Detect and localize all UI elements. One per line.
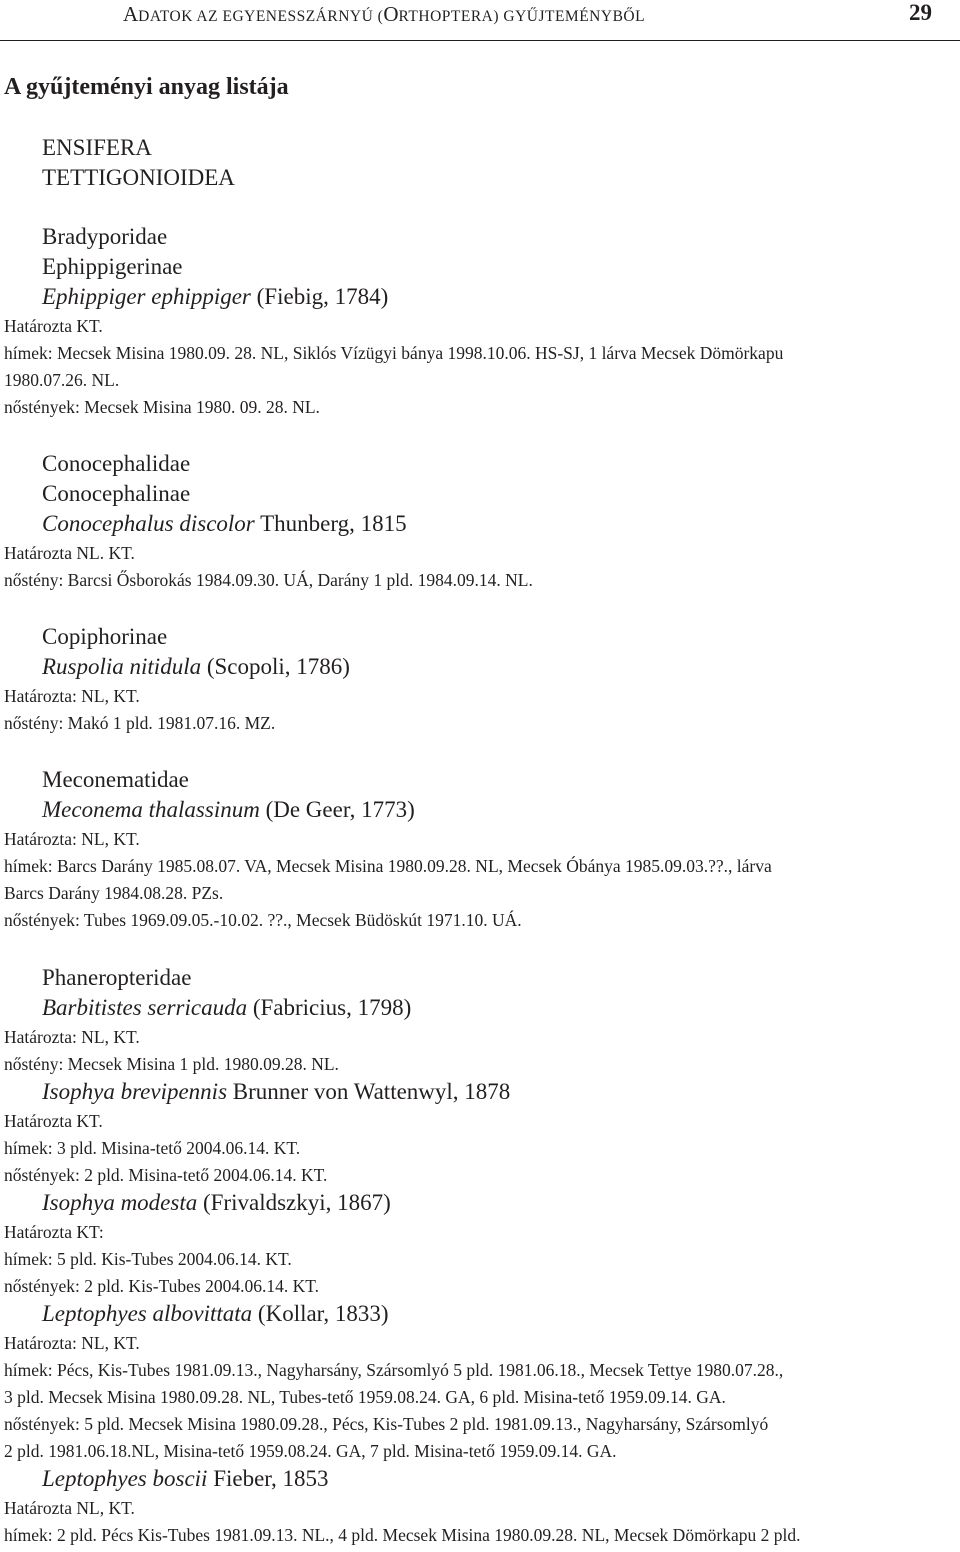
- record-line: nőstények: 5 pld. Mecsek Misina 1980.09.28., Pécs, Kis-Tubes 2 pld. 1981.09.13., Nagyharsány, Szársomlyó: [4, 1414, 769, 1434]
- species-heading: Meconema thalassinum (De Geer, 1773): [42, 797, 415, 822]
- record-line: nőstény: Mecsek Misina 1 pld. 1980.09.28. NL.: [4, 1054, 339, 1074]
- family-heading: Conocephalidae: [42, 451, 191, 476]
- record-line: nőstények: 2 pld. Kis-Tubes 2004.06.14. KT.: [4, 1276, 319, 1296]
- species-heading: Isophya modesta (Frivaldszkyi, 1867): [42, 1190, 391, 1215]
- page-number: 29: [909, 0, 932, 25]
- record-line: nőstények: Tubes 1969.09.05.-10.02. ??., Mecsek Büdöskút 1971.10. UÁ.: [4, 910, 522, 930]
- record-line: Barcs Darány 1984.08.28. PZs.: [4, 883, 224, 903]
- species-heading: Isophya brevipennis Brunner von Wattenwyl, 1878: [42, 1079, 511, 1104]
- record-line: nőstények: 2 pld. Misina-tető 2004.06.14. KT.: [4, 1165, 328, 1185]
- record-line: nőstény: Makó 1 pld. 1981.07.16. MZ.: [4, 713, 276, 733]
- record-line: nőstény: Barcsi Ősborokás 1984.09.30. UÁ, Darány 1 pld. 1984.09.14. NL.: [4, 570, 533, 590]
- running-title: ADATOK AZ EGYENESSZÁRNYÚ (ORTHOPTERA) GYŰJTEMÉNYBŐL: [123, 2, 646, 26]
- section-title: A gyűjteményi anyag listája: [4, 74, 289, 100]
- determiner-line: Határozta KT:: [4, 1222, 104, 1242]
- species-heading: Ruspolia nitidula (Scopoli, 1786): [42, 654, 350, 679]
- family-heading: Meconematidae: [42, 767, 189, 792]
- record-line: 3 pld. Mecsek Misina 1980.09.28. NL, Tubes-tető 1959.08.24. GA, 6 pld. Misina-tető 1959.09.14. GA.: [4, 1387, 726, 1407]
- species-heading: Leptophyes boscii Fieber, 1853: [42, 1466, 329, 1491]
- record-line: hímek: Mecsek Misina 1980.09. 28. NL, Siklós Vízügyi bánya 1998.10.06. HS-SJ, 1 lárva Mecsek Dömörkapu: [4, 343, 784, 363]
- determiner-line: Határozta: NL, KT.: [4, 829, 140, 849]
- determiner-line: Határozta NL, KT.: [4, 1498, 135, 1518]
- family-heading: Phaneropteridae: [42, 965, 192, 990]
- record-line: 2 pld. 1981.06.18.NL, Misina-tető 1959.08.24. GA, 7 pld. Misina-tető 1959.09.14. GA.: [4, 1441, 617, 1461]
- species-heading: Leptophyes albovittata (Kollar, 1833): [42, 1301, 389, 1326]
- subfamily-heading: Ephippigerinae: [42, 254, 183, 279]
- determiner-line: Határozta: NL, KT.: [4, 1333, 140, 1353]
- record-line: nőstények: Mecsek Misina 1980. 09. 28. NL.: [4, 397, 320, 417]
- species-heading: Ephippiger ephippiger (Fiebig, 1784): [42, 284, 389, 309]
- suborder-heading: ENSIFERA: [42, 135, 152, 160]
- determiner-line: Határozta: NL, KT.: [4, 686, 140, 706]
- record-line: hímek: 5 pld. Kis-Tubes 2004.06.14. KT.: [4, 1249, 292, 1269]
- record-line: hímek: 2 pld. Pécs Kis-Tubes 1981.09.13. NL., 4 pld. Mecsek Misina 1980.09.28. NL, Mecsek Dömörkapu 2 pld.: [4, 1525, 801, 1545]
- subfamily-heading: Conocephalinae: [42, 481, 191, 506]
- family-heading: Bradyporidae: [42, 224, 168, 249]
- determiner-line: Határozta NL. KT.: [4, 543, 135, 563]
- running-header: [0, 0, 960, 41]
- superfamily-heading: TETTIGONIOIDEA: [42, 165, 235, 190]
- record-line: 1980.07.26. NL.: [4, 370, 120, 390]
- record-line: hímek: Pécs, Kis-Tubes 1981.09.13., Nagyharsány, Szársomlyó 5 pld. 1981.06.18., Mecsek Tettye 1980.07.28.,: [4, 1360, 784, 1380]
- subfamily-heading: Copiphorinae: [42, 624, 168, 649]
- species-heading: Barbitistes serricauda (Fabricius, 1798): [42, 995, 412, 1020]
- determiner-line: Határozta KT.: [4, 316, 103, 336]
- determiner-line: Határozta: NL, KT.: [4, 1027, 140, 1047]
- record-line: hímek: Barcs Darány 1985.08.07. VA, Mecsek Misina 1980.09.28. NL, Mecsek Óbánya 1985.09.03.??., lárva: [4, 856, 772, 876]
- record-line: hímek: 3 pld. Misina-tető 2004.06.14. KT.: [4, 1138, 301, 1158]
- determiner-line: Határozta KT.: [4, 1111, 103, 1131]
- species-heading: Conocephalus discolor Thunberg, 1815: [42, 511, 407, 536]
